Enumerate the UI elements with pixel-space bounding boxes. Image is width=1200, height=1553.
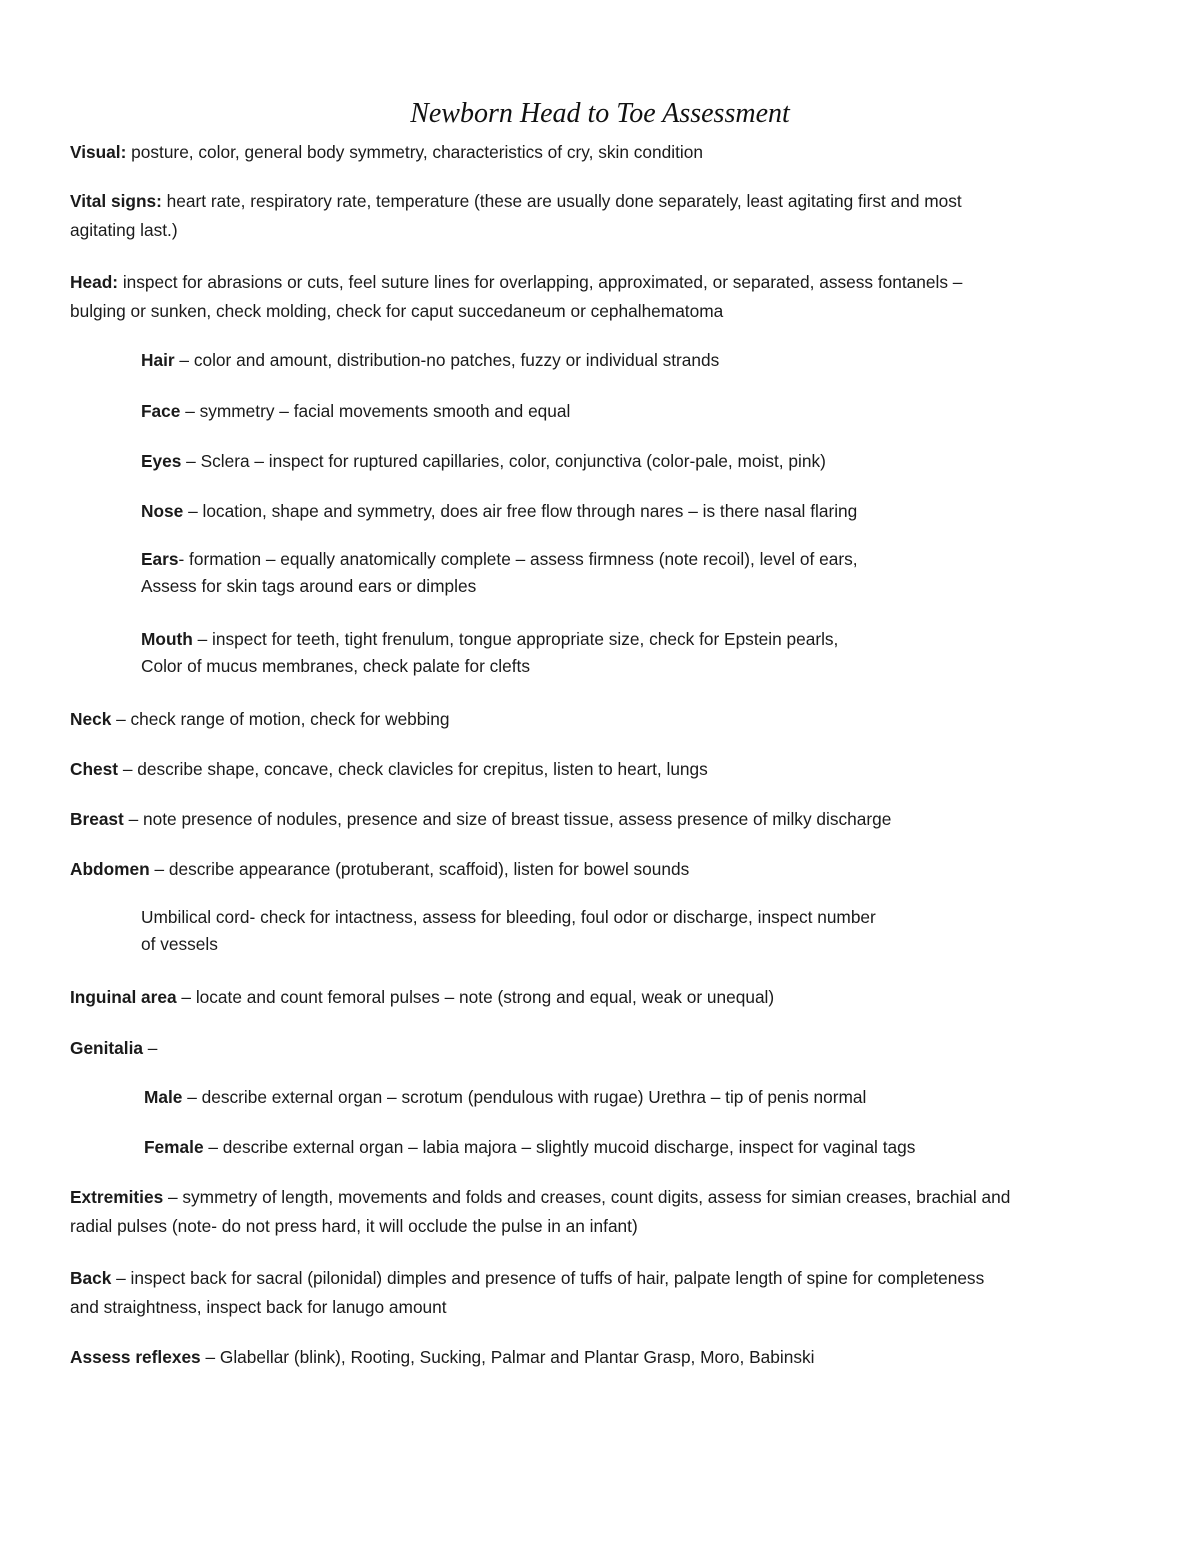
section-label: Nose	[141, 501, 184, 521]
section-label: Visual:	[70, 142, 127, 162]
section-text: – Glabellar (blink), Rooting, Sucking, Palmar and Plantar Grasp, Moro, Babinski	[200, 1347, 815, 1367]
section-text: – check range of motion, check for webbing	[111, 709, 450, 729]
section-label: Mouth	[141, 629, 193, 649]
section-text: – note presence of nodules, presence and size of breast tissue, assess presence of milky discharge	[123, 809, 892, 829]
section-text: – symmetry – facial movements smooth and equal	[180, 401, 571, 421]
section-label: Neck	[70, 709, 112, 729]
section-text-continued: and straightness, inspect back for lanugo amount	[70, 1297, 447, 1317]
section-male	[144, 1083, 1144, 1112]
section-vital-signs	[70, 187, 1145, 245]
section-text: – describe external organ – scrotum (pendulous with rugae) Urethra – tip of penis normal	[182, 1087, 867, 1107]
section-nose	[141, 497, 1141, 526]
section-face	[141, 397, 1141, 426]
section-text: –	[143, 1038, 158, 1058]
section-label: Abdomen	[70, 859, 150, 879]
document-title: Newborn Head to Toe Assessment	[410, 98, 790, 129]
section-reflexes	[70, 1343, 1145, 1372]
section-extremities	[70, 1183, 1145, 1241]
section-text: – inspect for teeth, tight frenulum, tongue appropriate size, check for Epstein pearls,	[192, 629, 839, 649]
section-text: – color and amount, distribution-no patches, fuzzy or individual strands	[174, 350, 720, 370]
section-text: heart rate, respiratory rate, temperature (these are usually done separately, least agitating first and most	[161, 191, 962, 211]
section-text: posture, color, general body symmetry, characteristics of cry, skin condition	[126, 142, 703, 162]
section-text: inspect for abrasions or cuts, feel suture lines for overlapping, approximated, or separated, assess fontanels –	[118, 272, 963, 292]
section-label: Male	[144, 1087, 183, 1107]
section-text: – describe external organ – labia majora – slightly mucoid discharge, inspect for vaginal tags	[203, 1137, 916, 1157]
section-label: Genitalia	[70, 1038, 143, 1058]
section-head	[70, 268, 1145, 326]
section-visual	[70, 138, 1145, 167]
section-abdomen	[70, 855, 1145, 884]
section-mouth	[141, 626, 1141, 680]
section-label: Head:	[70, 272, 119, 292]
section-text-continued: radial pulses (note- do not press hard, it will occlude the pulse in an infant)	[70, 1216, 638, 1236]
section-eyes	[141, 447, 1141, 476]
section-label: Assess reflexes	[70, 1347, 201, 1367]
section-text: – inspect back for sacral (pilonidal) dimples and presence of tuffs of hair, palpate length of spine for completeness	[111, 1268, 985, 1288]
section-text-continued: bulging or sunken, check molding, check for caput succedaneum or cephalhematoma	[70, 301, 724, 321]
section-text: – location, shape and symmetry, does air free flow through nares – is there nasal flaring	[183, 501, 858, 521]
section-text: - formation – equally anatomically complete – assess firmness (note recoil), level of ears,	[178, 549, 858, 569]
section-female	[144, 1133, 1144, 1162]
section-neck	[70, 705, 1145, 734]
section-chest	[70, 755, 1145, 784]
section-text-continued: Color of mucus membranes, check palate for clefts	[141, 656, 530, 676]
section-label: Face	[141, 401, 181, 421]
section-text: – symmetry of length, movements and folds and creases, count digits, assess for simian creases, brachial and	[163, 1187, 1011, 1207]
section-hair	[141, 346, 1141, 375]
section-ears	[141, 546, 1141, 600]
section-text-continued: of vessels	[141, 934, 218, 954]
section-text: – describe appearance (protuberant, scaffoid), listen for bowel sounds	[149, 859, 690, 879]
section-label: Back	[70, 1268, 112, 1288]
section-label: Extremities	[70, 1187, 164, 1207]
section-label: Ears	[141, 549, 179, 569]
section-text-continued: Assess for skin tags around ears or dimples	[141, 576, 477, 596]
section-label: Hair	[141, 350, 175, 370]
section-text: Umbilical cord- check for intactness, assess for bleeding, foul odor or discharge, inspect number	[141, 907, 876, 927]
section-genitalia	[70, 1034, 1145, 1063]
section-text-continued: agitating last.)	[70, 220, 178, 240]
section-umbilical-cord	[141, 904, 1141, 958]
section-breast	[70, 805, 1145, 834]
section-label: Chest	[70, 759, 119, 779]
section-label: Eyes	[141, 451, 182, 471]
section-text: – describe shape, concave, check clavicles for crepitus, listen to heart, lungs	[118, 759, 708, 779]
section-text: – locate and count femoral pulses – note (strong and equal, weak or unequal)	[176, 987, 775, 1007]
section-label: Breast	[70, 809, 124, 829]
section-label: Female	[144, 1137, 204, 1157]
section-text: – Sclera – inspect for ruptured capillaries, color, conjunctiva (color-pale, moist, pink)	[181, 451, 826, 471]
section-back	[70, 1264, 1145, 1322]
section-inguinal-area	[70, 983, 1145, 1012]
section-label: Inguinal area	[70, 987, 177, 1007]
section-label: Vital signs:	[70, 191, 162, 211]
